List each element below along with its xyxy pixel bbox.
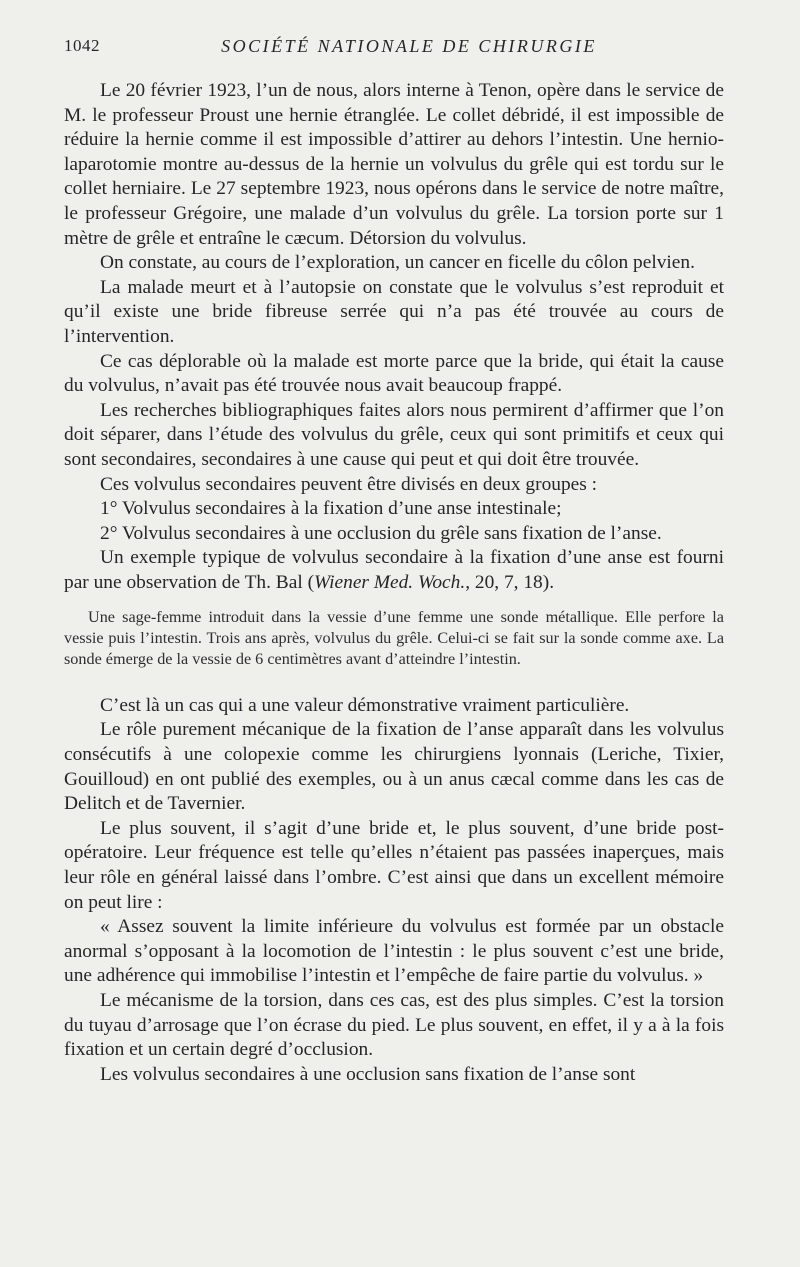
paragraph: Ce cas déplorable où la malade est morte parce que la bride, qui était la cause du volvulus, n’avait pas été trouvée nous avait beaucoup frappé. [64,350,724,397]
paragraph: Le mécanisme de la torsion, dans ces cas, est des plus simples. C’est la torsion du tuyau d’arrosage que l’on écrase du pied. Le plus souvent, en effet, il y a à la fois fixation et un certain degré d’occlusion. [64,989,724,1061]
paragraph: On constate, au cours de l’exploration, un cancer en ficelle du côlon pelvien. [100,252,695,274]
running-title: SOCIÉTÉ NATIONALE DE CHIRURGIE [221,36,597,56]
page-header [64,36,724,60]
paragraph-citation [64,546,724,595]
citation-after: , 20, 7, 18). [465,571,555,593]
list-item: 2° Volvulus secondaires à une occlusion du grêle sans fixation de l’anse. [100,522,662,544]
citation-before: Un exemple typique de volvulus secondaire à la fixation d’une anse est fourni par une observation de Th. Bal ( [64,547,724,593]
list-item: 1° Volvulus secondaires à la fixation d’une anse intestinale; [100,498,562,520]
paragraph: Le 20 février 1923, l’un de nous, alors interne à Tenon, opère dans le service de M. le professeur Proust une hernie étranglée. Le collet débridé, il est impossible de réduire la hernie comme il est impossible d’attirer au dehors l’intestin. Une hernio-laparotomie montre au-dessus de la hernie un volvulus du grêle qui est tordu sur le collet herniaire. Le 27 septembre 1923, nous opérons dans le service de notre maître, le professeur Grégoire, une malade d’un volvulus du grêle. La torsion porte sur 1 mètre de grêle et entraîne le cæcum. Détorsion du volvulus. [64,80,724,249]
paragraph: Le plus souvent, il s’agit d’une bride et, le plus souvent, d’une bride post-opératoire. Leur fréquence est telle qu’elles n’étaient pas passées inaperçues, mais leur rôle en général laissé dans l’ombre. C’est ainsi que dans un excellent mémoire on peut lire : [64,817,724,913]
body-text [64,79,724,1087]
paragraph: Les recherches bibliographiques faites alors nous permirent d’affirmer que l’on doit séparer, dans l’étude des volvulus du grêle, ceux qui sont primitifs et ceux qui sont secondaires, secondaires à une cause qui peut et qui doit être trouvée. [64,399,724,470]
page-number: 1042 [64,36,100,55]
paragraph: C’est là un cas qui a une valeur démonstrative vraiment particulière. [100,694,630,716]
observation-note: Une sage-femme introduit dans la vessie d’une femme une sonde métallique. Elle perfore la vessie puis l’intestin. Trois ans après, volvulus du grêle. Celui-ci se fait sur la sonde comme axe. La sonde émerge de la vessie de 6 centimètres avant d’atteindre l’intestin. [64,608,724,669]
paragraph: Les volvulus secondaires à une occlusion sans fixation de l’anse sont [100,1063,636,1085]
journal-title: Wiener Med. Woch. [314,571,466,593]
paragraph: La malade meurt et à l’autopsie on constate que le volvulus s’est reproduit et qu’il existe une bride fibreuse serrée qui n’a pas été trouvée au cours de l’intervention. [64,276,724,347]
paragraph: Ces volvulus secondaires peuvent être divisés en deux groupes : [100,473,598,495]
quotation: « Assez souvent la limite inférieure du volvulus est formée par un obstacle anormal s’opposant à la locomotion de l’intestin : le plus souvent c’est une bride, une adhérence qui immobilise l’intestin et l’empêche de faire partie du volvulus. » [64,916,724,987]
paragraph: Le rôle purement mécanique de la fixation de l’anse apparaît dans les volvulus consécutifs à une colopexie comme les chirurgiens lyonnais (Leriche, Tixier, Gouilloud) en ont publié des exemples, ou à un anus cæcal comme dans les cas de Delitch et de Tavernier. [64,719,724,815]
